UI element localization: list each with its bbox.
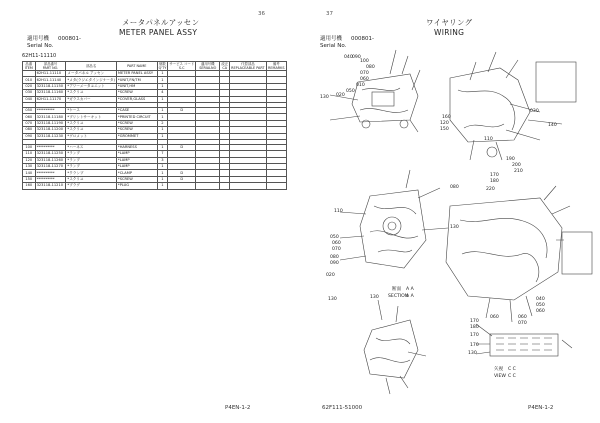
view-label-jp: 矢視 bbox=[494, 367, 504, 372]
cell-qty: 1 bbox=[157, 71, 168, 77]
callout-label: 010 bbox=[356, 83, 365, 88]
section-label-jp: 断面 bbox=[392, 287, 402, 292]
cell-part-no: ********** bbox=[35, 176, 66, 182]
cell-name-jp: *スクリユ bbox=[66, 120, 117, 126]
callout-label: 080 bbox=[366, 65, 375, 70]
cell-name-en: *LAMP bbox=[116, 164, 157, 170]
header-name-jp: 部品名 bbox=[66, 62, 117, 71]
applicable-label: 適用号機 bbox=[320, 36, 343, 42]
cell-item: 140 bbox=[23, 170, 36, 176]
cell-name-jp: *プラグ bbox=[66, 183, 117, 189]
cell-name-en: *UNIT,HM bbox=[116, 83, 157, 89]
cell-qty: 4 bbox=[157, 90, 168, 96]
cell-name-en: *SCREW bbox=[116, 120, 157, 126]
callout-label: 020 bbox=[326, 273, 335, 278]
section-outline bbox=[360, 190, 426, 268]
cell-serial bbox=[196, 183, 220, 189]
cell-sc: D bbox=[168, 144, 196, 150]
cell-name-jp: メータパネル アッセン bbox=[66, 71, 117, 77]
cell-name-en: *CLAMP bbox=[116, 170, 157, 176]
callout-label: 160 bbox=[442, 115, 451, 120]
callout-label: 200 bbox=[512, 163, 521, 168]
callout-label: 170 bbox=[490, 173, 499, 178]
cell-item: 150 bbox=[23, 176, 36, 182]
cell-name-jp: *スクリユ bbox=[66, 90, 117, 96]
cell-part-no: ********** bbox=[35, 107, 66, 113]
callout-label: 130 bbox=[450, 225, 459, 230]
cell-remarks bbox=[266, 183, 286, 189]
cell-name-jp: *ハーネス bbox=[66, 144, 117, 150]
footer-code: P4EN-1-2 bbox=[528, 405, 554, 411]
header-qty: 個数 Q'TY bbox=[158, 62, 167, 70]
callout-label: 180 bbox=[490, 179, 499, 184]
applicable-value: 000801- bbox=[351, 36, 374, 42]
callout-label: 190 bbox=[506, 157, 515, 162]
cell-name-jp: *ランプ bbox=[66, 157, 117, 163]
cell-name-en: *LAMP bbox=[116, 157, 157, 163]
cell-name-en: *SCREW bbox=[116, 176, 157, 182]
cell-part-no: ********** bbox=[35, 170, 66, 176]
view-id-2: C C bbox=[508, 374, 516, 379]
page-number: 37 bbox=[326, 11, 333, 17]
harness-route bbox=[460, 218, 547, 282]
footer-code: P4EN-1-2 bbox=[225, 405, 251, 411]
cell-name-en: *LAMP bbox=[116, 151, 157, 157]
leader-lines bbox=[476, 324, 572, 354]
callout-label: 130 bbox=[370, 295, 379, 300]
callout-label: 020 bbox=[336, 93, 345, 98]
cell-part-no: 323118-11180 bbox=[35, 114, 66, 120]
leader-lines bbox=[330, 50, 420, 132]
right-page bbox=[300, 0, 600, 423]
cell-name-jp: *メタ(ラジエタインジケータ) bbox=[67, 77, 115, 82]
callout-label: 130 bbox=[320, 95, 329, 100]
cell-qty: 1 bbox=[157, 183, 168, 189]
cell-qty: 1 bbox=[157, 144, 168, 150]
cell-qty: 1 bbox=[157, 170, 168, 176]
cell-name-en: *PRINTED CIRCUIT bbox=[116, 114, 157, 120]
cell-part-no: 62H11-11140 bbox=[35, 77, 66, 83]
callout-label: 220 bbox=[486, 187, 495, 192]
machine-outline-mid-right bbox=[446, 198, 562, 300]
applicable-label: 適用号機 bbox=[27, 36, 50, 42]
cell-ca bbox=[220, 183, 230, 189]
cell-item: 110 bbox=[23, 151, 36, 157]
header-part-no: 部品番号 PART NO. bbox=[35, 62, 66, 71]
leader-lines bbox=[378, 300, 426, 394]
header-item: 品番 ITEM bbox=[23, 62, 36, 71]
section-id-2: A A bbox=[406, 294, 414, 299]
cell-item: 010 bbox=[23, 77, 36, 83]
cell-qty: 1 bbox=[157, 83, 168, 89]
callout-label: 080 bbox=[330, 255, 339, 260]
machine-outline-bottom-left bbox=[364, 320, 418, 378]
cell-part-no: 323118-11210 bbox=[35, 183, 66, 189]
cell-name-jp: *ガラスカバー bbox=[66, 96, 117, 102]
component-box bbox=[372, 92, 394, 106]
cell-sc: D bbox=[168, 107, 196, 113]
callout-label: 060 bbox=[536, 309, 545, 314]
section-id: A A bbox=[406, 287, 414, 292]
harness-route bbox=[360, 88, 408, 113]
cell-name-en: *UNIT,FN/TM bbox=[116, 77, 157, 83]
title-jp: メータパネルアッセン bbox=[122, 18, 200, 27]
callout-label: 150 bbox=[440, 127, 449, 132]
table-header-row bbox=[23, 62, 287, 71]
drawing-code: 62F111-51000 bbox=[322, 405, 363, 411]
applicable-value: 000801- bbox=[58, 36, 81, 42]
header-replaceable: 代替部品 REPLACEABLE PART bbox=[231, 62, 265, 70]
part-code: 62H11-11110 bbox=[22, 53, 57, 59]
callout-label: 090 bbox=[352, 55, 361, 60]
callout-label: 120 bbox=[440, 121, 449, 126]
callout-label: 060 bbox=[332, 241, 341, 246]
cell-name-jp: *ランプ bbox=[66, 164, 117, 170]
callout-label: 170 bbox=[470, 343, 479, 348]
callout-label: 040 bbox=[344, 55, 353, 60]
callout-label: 130 bbox=[468, 351, 477, 356]
title-jp: ワイヤリング bbox=[426, 18, 473, 27]
component-box bbox=[562, 232, 592, 274]
cell-repl bbox=[230, 183, 266, 189]
cell-qty: 1 bbox=[157, 127, 168, 133]
cell-part-no: 323118-11230 bbox=[35, 133, 66, 139]
cell-part-no: 323118-11200 bbox=[35, 127, 66, 133]
cell-name-jp: *アワーメータユニット bbox=[66, 83, 117, 89]
cell-part-no: ********** bbox=[35, 144, 66, 150]
leader-lines bbox=[470, 52, 562, 160]
cell-sc: D bbox=[168, 170, 196, 176]
cell-name-jp: *グロメット bbox=[66, 133, 117, 139]
table-row bbox=[23, 183, 287, 189]
callout-label: 100 bbox=[360, 59, 369, 64]
cell-part-no: 323118-11260 bbox=[35, 157, 66, 163]
callout-label: 110 bbox=[484, 137, 493, 142]
cell-item: 030 bbox=[23, 90, 36, 96]
cell-sc bbox=[168, 183, 196, 189]
cell-part-no: 323118-11250 bbox=[35, 151, 66, 157]
cell-qty: 2 bbox=[157, 120, 168, 126]
component-box bbox=[536, 62, 576, 102]
cell-qty: 7 bbox=[157, 151, 168, 157]
callout-label: 170 bbox=[470, 319, 479, 324]
page-number: 36 bbox=[258, 11, 265, 17]
cell-part-no: 323118-11160 bbox=[35, 90, 66, 96]
callout-label: 050 bbox=[536, 303, 545, 308]
callout-label: 040 bbox=[536, 297, 545, 302]
callout-label: 060 bbox=[490, 315, 499, 320]
cell-item: 100 bbox=[23, 144, 36, 150]
callout-label: 050 bbox=[346, 89, 355, 94]
callout-label: 130 bbox=[328, 297, 337, 302]
cell-name-en: *PLUG bbox=[116, 183, 157, 189]
cell-name-jp: *スクリユ bbox=[66, 176, 117, 182]
cell-item: 080 bbox=[23, 127, 36, 133]
cell-name-en: *SCREW bbox=[116, 127, 157, 133]
cell-part-no: 323118-11150 bbox=[35, 83, 66, 89]
header-remarks: 備考 REMARKS bbox=[268, 62, 285, 70]
callout-label: 180 bbox=[470, 325, 479, 330]
header-ca: 改正 CA bbox=[221, 62, 229, 70]
cell-item: 130 bbox=[23, 164, 36, 170]
wiring-diagram bbox=[300, 0, 600, 423]
harness-route bbox=[458, 90, 515, 130]
cell-item: 040 bbox=[23, 96, 36, 102]
cell-part-no: 62H11-11170 bbox=[35, 96, 66, 102]
cell-part-no: 323118-11270 bbox=[35, 164, 66, 170]
callout-label: 170 bbox=[470, 333, 479, 338]
serial-label: Serial No. bbox=[27, 43, 54, 49]
callout-label: 060 bbox=[518, 315, 527, 320]
view-id: C C bbox=[508, 367, 516, 372]
cell-qty: 1 bbox=[157, 176, 168, 182]
callout-label: 210 bbox=[514, 169, 523, 174]
callout-label: 070 bbox=[518, 321, 527, 326]
cell-name-en: METER PANEL ASSY bbox=[116, 71, 157, 77]
cell-item: 120 bbox=[23, 157, 36, 163]
cell-qty: 1 bbox=[157, 107, 168, 113]
header-part-name: PART NAME bbox=[116, 62, 157, 71]
cell-name-jp: *プリントサーキット bbox=[66, 114, 117, 120]
callout-label: 080 bbox=[450, 185, 459, 190]
cell-name-jp: *スクリユ bbox=[66, 127, 117, 133]
header-sc: サービス コード S.C bbox=[169, 62, 195, 70]
section-label: SECTION bbox=[388, 294, 409, 299]
cell-name-en: *GROMMET bbox=[116, 133, 157, 139]
harness-route bbox=[370, 206, 418, 252]
cell-item: 050 bbox=[23, 107, 36, 113]
cell-item: 020 bbox=[23, 83, 36, 89]
callout-label: 070 bbox=[360, 71, 369, 76]
cell-qty: 1 bbox=[157, 133, 168, 139]
cell-item: 160 bbox=[23, 183, 36, 189]
cell-name-en: *CASE bbox=[116, 107, 157, 113]
view-label: VIEW bbox=[494, 374, 506, 379]
fuse-slots bbox=[496, 338, 552, 350]
cell-item: 090 bbox=[23, 133, 36, 139]
title-en: METER PANEL ASSY bbox=[119, 28, 198, 37]
cell-name-en: *COVER,GLASS bbox=[116, 96, 157, 102]
machine-outline-top-right bbox=[450, 68, 530, 142]
parts-table bbox=[22, 61, 287, 190]
callout-label: 110 bbox=[334, 209, 343, 214]
callout-label: 060 bbox=[360, 77, 369, 82]
cell-part-no: 62H11-11110 bbox=[35, 71, 66, 77]
callout-label: 140 bbox=[548, 123, 557, 128]
cell-qty: 1 bbox=[157, 164, 168, 170]
serial-label: Serial No. bbox=[320, 43, 347, 49]
cell-name-jp: *ケース bbox=[66, 107, 117, 113]
cell-qty: 1 bbox=[157, 77, 168, 83]
title-en: WIRING bbox=[434, 28, 465, 37]
leader-lines bbox=[340, 170, 448, 260]
cell-sc: D bbox=[168, 176, 196, 182]
cell-item: 070 bbox=[23, 120, 36, 126]
cell-part-no: 323118-11190 bbox=[35, 120, 66, 126]
cell-qty: 3 bbox=[157, 157, 168, 163]
cell-qty: 1 bbox=[157, 96, 168, 102]
cell-name-en: *HARNESS bbox=[116, 144, 157, 150]
relay-box bbox=[490, 334, 558, 356]
harness-route bbox=[370, 338, 410, 362]
callout-label: 050 bbox=[330, 235, 339, 240]
callout-label: 090 bbox=[330, 261, 339, 266]
cell-item: 060 bbox=[23, 114, 36, 120]
cell-name-en: *SCREW bbox=[116, 90, 157, 96]
cell-qty: 1 bbox=[157, 114, 168, 120]
callout-label: 070 bbox=[332, 247, 341, 252]
cell-name-jp: *クランプ bbox=[66, 170, 117, 176]
cell-name-jp: *ランプ bbox=[66, 151, 117, 157]
header-serial: 適用号機 SERIALNO bbox=[196, 62, 220, 71]
callout-label: 030 bbox=[530, 109, 539, 114]
